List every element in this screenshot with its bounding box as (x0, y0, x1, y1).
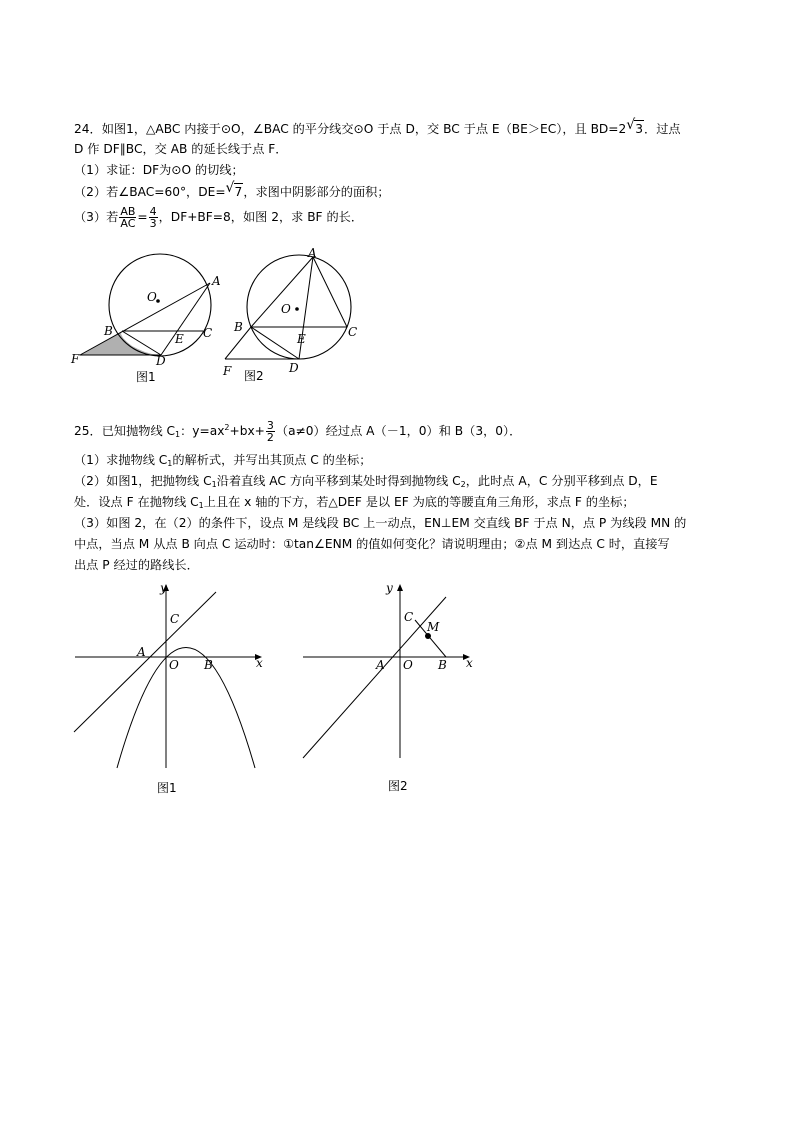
line-ac (313, 257, 347, 327)
line-ab (251, 257, 313, 327)
parabola-c1 (117, 648, 255, 769)
q25-part2-a: （2）如图1，把抛物线 $C_1$沿着直线 AC 方向平移到某处时得到抛物线 $C_2$，此时点 A，C 分别平移到点 D，E (74, 474, 658, 489)
label-o: O (281, 302, 291, 316)
caption-fig1: 图1 (136, 370, 156, 384)
q25-figure-1 (70, 580, 270, 805)
q24-part2: （2）若∠BAC=60°，DE= √ 7，求图中阴影部分的面积； (74, 180, 390, 199)
label-d: D (289, 361, 299, 375)
label-a: A (137, 645, 146, 659)
ratio-4-3: $\frac{4}{3}$ (149, 205, 157, 230)
q24-part1: （1）求证：DF为⊙O 的切线； (74, 163, 244, 177)
line-ac (303, 597, 446, 758)
line-ad (161, 283, 213, 355)
label-e: E (175, 332, 184, 346)
label-f: F (71, 352, 80, 366)
label-o: O (147, 290, 157, 304)
label-b: B (234, 320, 243, 334)
label-c: C (203, 326, 213, 340)
line-bd (251, 327, 299, 359)
line-ac (74, 592, 216, 732)
caption-fig2: 图2 (388, 779, 408, 793)
q24-line1: 24．如图1，△ABC 内接于⊙O，∠BAC 的平分线交⊙O 于点 D，交 BC 于点 E（BE＞EC），且 BD=2 √ 3．过点 (74, 117, 681, 136)
label-e: E (297, 332, 306, 346)
line-fa (80, 283, 213, 355)
label-c: C (348, 325, 358, 339)
q24-line2: D 作 DF∥BC，交 AB 的延长线于点 F． (74, 142, 288, 156)
center-dot (295, 307, 299, 311)
q24-part3: （3）若 $\frac{AB}{AC}$ = $\frac{4}{3}$ ，DF+BF=8，如图 2，求 BF 的长． (74, 205, 364, 230)
label-b: B (438, 658, 447, 672)
label-b: B (104, 324, 113, 338)
circle-o (109, 254, 211, 356)
label-a: A (308, 246, 317, 260)
caption-fig2: 图2 (244, 369, 264, 383)
q24-figure-2 (220, 245, 370, 385)
label-o: O (169, 658, 179, 672)
label-a: A (376, 658, 385, 672)
q24-figure-1 (70, 245, 240, 385)
q25-part3-b: 中点，当点 M 从点 B 向点 C 运动时：①tan∠ENM 的值如何变化？请说明理由；②点 M 到达点 C 时，直接写 (74, 537, 670, 551)
label-o: O (403, 658, 413, 672)
label-b: B (204, 658, 213, 672)
label-d: D (156, 354, 166, 368)
q24-stem-text: 24．如图1，△ABC 内接于⊙O，∠BAC 的平分线交⊙O 于点 D，交 BC 于点 E（BE＞EC），且 BD=2 (74, 122, 627, 136)
q25-part3-c: 出点 P 经过的路线长． (74, 558, 199, 572)
label-c: C (404, 610, 414, 624)
q25-part2-b: 处．设点 F 在抛物线 $C_1$上且在 x 轴的下方，若△DEF 是以 EF 为底的等腰直角三角形，求点 F 的坐标； (74, 495, 635, 510)
caption-fig1: 图1 (157, 781, 177, 795)
label-x: x (256, 656, 263, 670)
label-y: y (386, 581, 393, 595)
shaded-region (80, 331, 160, 355)
label-a: A (212, 274, 221, 288)
sqrt-3: √ 3 (626, 117, 644, 136)
q25-figure-2 (300, 580, 485, 805)
label-x: x (466, 656, 473, 670)
sqrt-7: √ 7 (225, 180, 243, 199)
ratio-ab-ac: $\frac{AB}{AC}$ (120, 205, 136, 230)
q25-part1: （1）求抛物线 $C_1$的解析式，并写出其顶点 C 的坐标； (74, 453, 372, 468)
label-y: y (160, 581, 167, 595)
y-axis-arrow (397, 584, 403, 591)
q25-line1: 25．已知抛物线 $C_1$：$y=ax^2+bx+$ $\frac{3}{2}$ （a≠0）经过点 A（－1，0）和 B（3，0）． (74, 419, 522, 444)
q25-part3-a: （3）如图 2，在（2）的条件下，设点 M 是线段 BC 上一动点，EN⊥EM 交直线 BF 于点 N，点 P 为线段 MN 的 (74, 516, 687, 530)
fraction-3-2: $\frac{3}{2}$ (266, 419, 274, 444)
label-f: F (223, 364, 232, 378)
label-c: C (170, 612, 180, 626)
label-m: M (427, 620, 440, 634)
